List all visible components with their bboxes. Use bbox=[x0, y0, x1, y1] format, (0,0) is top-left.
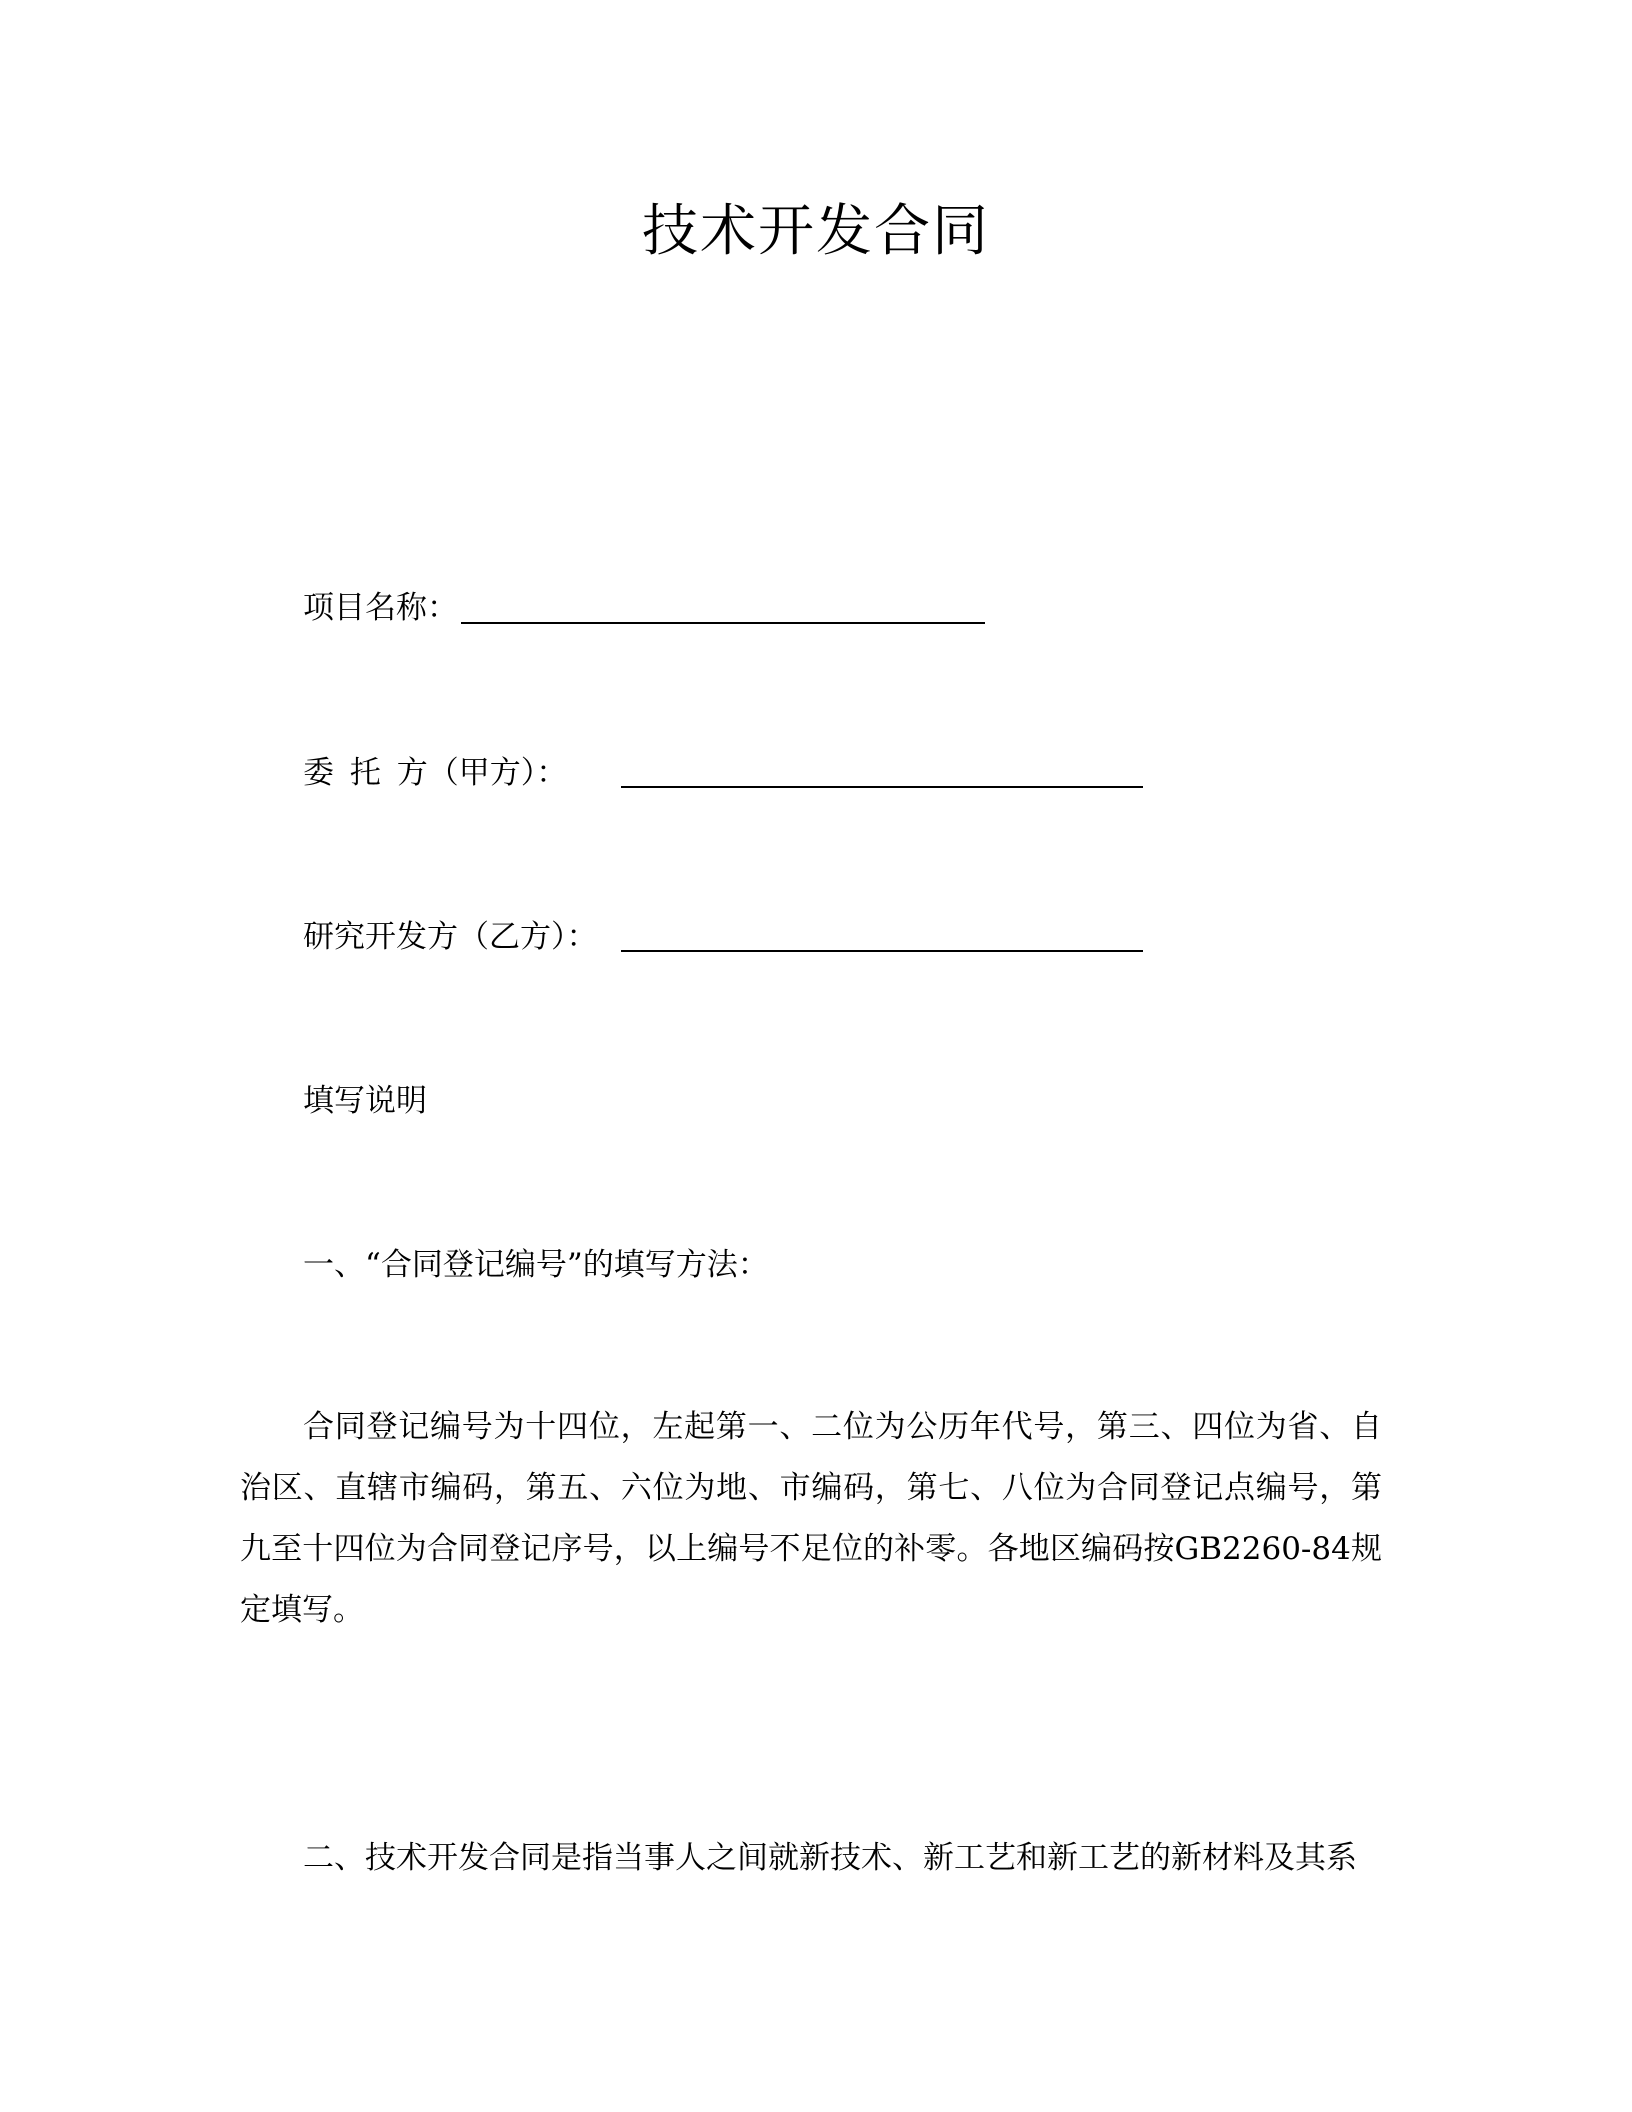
project-name-label: 项目名称： bbox=[303, 590, 458, 626]
developer-blank-line[interactable] bbox=[621, 950, 1143, 952]
instruction-item2-start: 二、技术开发合同是指当事人之间就新技术、新工艺和新工艺的新材料及其系 bbox=[303, 1840, 1357, 1876]
client-label: 委 托 方（甲方）： bbox=[303, 755, 568, 791]
instruction-item1-body: 合同登记编号为十四位，左起第一、二位为公历年代号，第三、四位为省、自治区、直辖市编码，第五、六位为地、市编码，第七、八位为合同登记点编号，第九至十四位为合同登记序号，以上编号不足位的补零。各地区编码按GB2260-84规定填写。 bbox=[240, 1409, 1382, 1628]
instruction-item1-heading: 一、“合同登记编号”的填写方法： bbox=[303, 1247, 769, 1283]
developer-label: 研究开发方（乙方）： bbox=[303, 919, 598, 955]
client-blank-line[interactable] bbox=[621, 786, 1143, 788]
instructions-heading: 填写说明 bbox=[303, 1083, 427, 1119]
document-title: 技术开发合同 bbox=[642, 199, 990, 264]
project-name-blank-line[interactable] bbox=[461, 622, 985, 624]
